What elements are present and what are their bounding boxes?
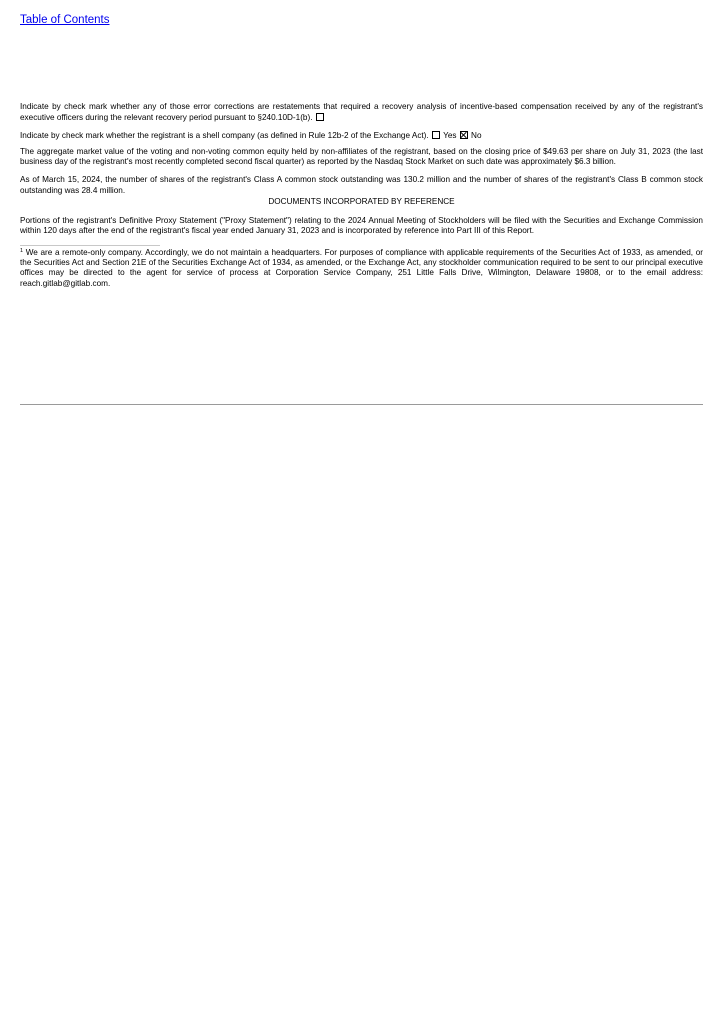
shell-no-checkbox[interactable] xyxy=(460,131,468,139)
recovery-checkbox[interactable] xyxy=(316,113,324,121)
shell-no-label: No xyxy=(471,131,482,141)
footnote-divider xyxy=(20,245,160,246)
recovery-analysis-paragraph xyxy=(20,102,703,123)
page-bottom-divider xyxy=(20,404,703,405)
footnote-text: We are a remote-only company. Accordingly, we do not maintain a headquarters. For purposes of compliance with applicable requirements of the Securities Act of 1933, as amended, or the Securities Act and Section 21E of the Securities Exchange Act of 1934, as amended, or the Exchange Act, any stockholder communication required to be sent to our principal executive offices may be directed to the agent for service of process at Corporation Service Company, 251 Little Falls Drive, Wilmington, Delaware 19808, or to the email address: reach.gitlab@gitlab.com. xyxy=(20,247,703,288)
market-value-paragraph: The aggregate market value of the voting and non-voting common equity held by non-affiliates of the registrant, based on the closing price of $49.63 per share on July 31, 2023 (the last business day of the registrant's most recently completed second fiscal quarter) as reported by the Nasdaq Stock Market on such date was approximately $6.3 billion. xyxy=(20,146,703,167)
recovery-analysis-text: Indicate by check mark whether any of those error corrections are restatements that required a recovery analysis of incentive-based compensation received by any of the registrant's executive officers during the relevant recovery period pursuant to §240.10D-1(b). xyxy=(20,102,703,122)
table-of-contents-link[interactable]: Table of Contents xyxy=(20,14,110,26)
shares-outstanding-paragraph: As of March 15, 2024, the number of shares of the registrant's Class A common stock outstanding was 130.2 million and the number of shares of the registrant's Class B common stock outstanding was 28.4 million. xyxy=(20,174,703,195)
shell-yes-label: Yes xyxy=(443,131,457,141)
shell-company-text: Indicate by check mark whether the registrant is a shell company (as defined in Rule 12b-2 of the Exchange Act). xyxy=(20,131,429,141)
shell-yes-checkbox[interactable] xyxy=(432,131,440,139)
footnote-marker: 1 xyxy=(20,247,24,254)
proxy-statement-paragraph: Portions of the registrant's Definitive Proxy Statement ("Proxy Statement") relating to the 2024 Annual Meeting of Stockholders will be filed with the Securities and Exchange Commission within 120 days after the end of the registrant's fiscal year ended January 31, 2023 and is incorporated by reference into Part III of this Report. xyxy=(20,215,703,236)
document-body xyxy=(20,102,703,289)
shell-company-paragraph xyxy=(20,131,703,142)
footnote xyxy=(20,248,703,289)
documents-incorporated-heading: DOCUMENTS INCORPORATED BY REFERENCE xyxy=(268,197,455,207)
